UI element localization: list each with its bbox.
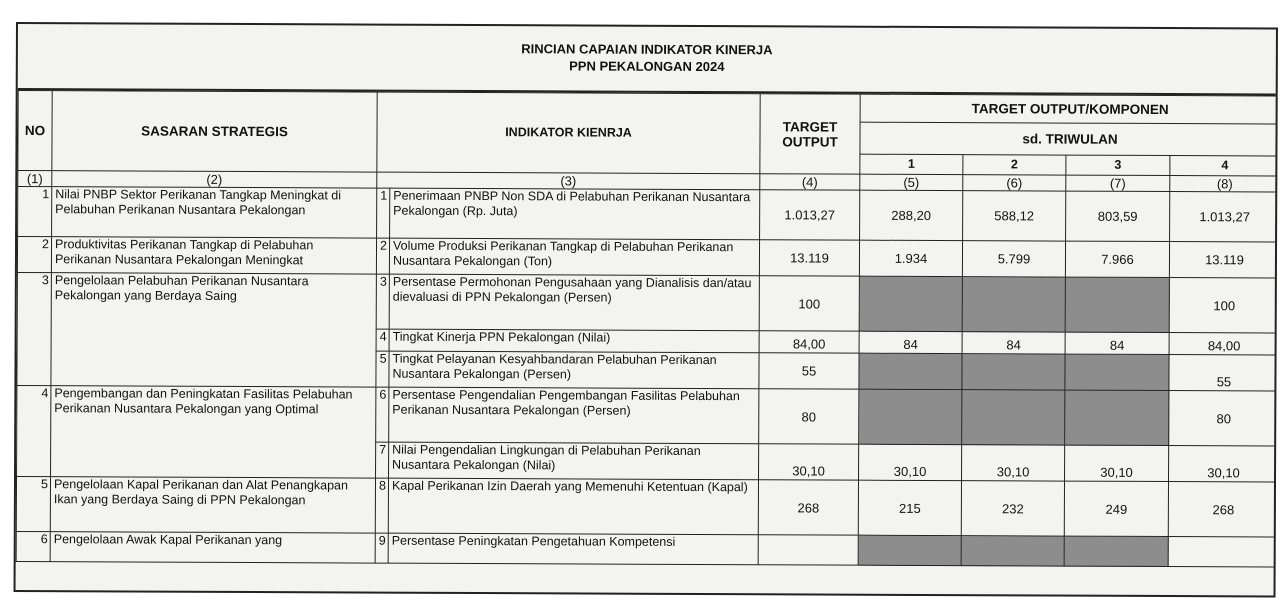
q3-value: 84 bbox=[1065, 332, 1169, 354]
title-line-2: PPN PEKALONGAN 2024 bbox=[569, 58, 725, 75]
sasaran-text: Pengelolaan Kapal Perikanan dan Alat Penangkapan Ikan yang Berdaya Saing di PPN Pekalongan bbox=[50, 477, 375, 533]
header-q3: 3 bbox=[1066, 155, 1170, 175]
target-value: 100 bbox=[759, 276, 859, 331]
q4-value: 55 bbox=[1169, 355, 1278, 391]
header-target-output: TARGET OUTPUT bbox=[760, 94, 860, 174]
q1-value: 84 bbox=[859, 331, 962, 353]
indikator-text: Persentase Permohonan Pengusahaan yang Dianalisis dan/atau dievaluasi di PPN Pekalongan (Persen) bbox=[389, 274, 759, 331]
sasaran-no: 3 bbox=[17, 273, 51, 386]
col-num-3: (3) bbox=[377, 172, 760, 190]
target-value: 1.013,27 bbox=[760, 190, 860, 240]
q4-value: 84,00 bbox=[1169, 333, 1278, 355]
q3-value: 7.966 bbox=[1065, 241, 1169, 277]
indikator-no: 4 bbox=[376, 329, 389, 351]
q4-value bbox=[1168, 537, 1278, 567]
indikator-text: Volume Produksi Perikanan Tangkap di Pelabuhan Perikanan Nusantara Pekalongan (Ton) bbox=[389, 238, 759, 276]
q2-shaded-cell bbox=[961, 536, 1064, 566]
q4-value: 1.013,27 bbox=[1170, 192, 1278, 242]
header-target-komponen: TARGET OUTPUT/KOMPONEN bbox=[860, 94, 1278, 124]
document-title bbox=[18, 24, 1276, 95]
col-num-1: (1) bbox=[18, 171, 52, 187]
sasaran-no: 5 bbox=[16, 477, 50, 532]
col-num-6: (6) bbox=[963, 175, 1066, 191]
header-indikator: INDIKATOR KIENRJA bbox=[377, 92, 760, 174]
indikator-text: Persentase Pengendalian Pengembangan Fasilitas Pelabuhan Perikanan Nusantara Pekalongan (Persen) bbox=[389, 387, 759, 444]
title-line-1: RINCIAN CAPAIAN INDIKATOR KINERJA bbox=[521, 41, 773, 58]
target-value: 80 bbox=[759, 389, 859, 444]
indikator-no: 9 bbox=[375, 533, 388, 563]
q3-value: 249 bbox=[1064, 481, 1168, 536]
sasaran-no: 2 bbox=[17, 237, 51, 273]
q3-shaded-cell bbox=[1065, 277, 1169, 332]
target-value: 268 bbox=[758, 480, 858, 535]
indikator-no: 1 bbox=[377, 188, 390, 238]
q1-value: 215 bbox=[858, 480, 961, 535]
q1-shaded-cell bbox=[858, 535, 961, 565]
q4-value: 100 bbox=[1169, 278, 1278, 333]
q1-shaded-cell bbox=[859, 353, 962, 389]
col-num-7: (7) bbox=[1066, 175, 1170, 191]
q4-value: 80 bbox=[1169, 391, 1278, 446]
sasaran-text: Nilai PNBP Sektor Perikanan Tangkap Meningkat di Pelabuhan Perikanan Nusantara Pekalongan bbox=[52, 187, 377, 238]
q2-value: 84 bbox=[962, 332, 1065, 354]
col-num-4: (4) bbox=[760, 174, 860, 190]
sasaran-text: Pengelolaan Pelabuhan Perikanan Nusantara Pekalongan yang Berdaya Saing bbox=[51, 273, 376, 387]
q1-value: 1.934 bbox=[859, 240, 962, 276]
q2-value: 30,10 bbox=[962, 445, 1065, 481]
q3-shaded-cell bbox=[1064, 536, 1168, 566]
sasaran-text: Pengelolaan Awak Kapal Perikanan yang bbox=[50, 532, 375, 563]
q4-value: 13.119 bbox=[1169, 242, 1278, 278]
q2-shaded-cell bbox=[962, 277, 1065, 332]
header-sd-triwulan: sd. TRIWULAN bbox=[860, 122, 1278, 156]
q2-value: 5.799 bbox=[962, 241, 1065, 277]
indikator-text: Nilai Pengendalian Lingkungan di Pelabuhan Perikanan Nusantara Pekalongan (Nilai) bbox=[389, 442, 759, 480]
indikator-text: Penerimaan PNBP Non SDA di Pelabuhan Perikanan Nusantara Pekalongan (Rp. Juta) bbox=[390, 188, 760, 240]
table-row bbox=[18, 187, 1278, 243]
target-value bbox=[758, 535, 858, 565]
target-value: 13.119 bbox=[759, 240, 859, 276]
target-value: 84,00 bbox=[759, 331, 859, 353]
sasaran-no: 4 bbox=[17, 386, 51, 477]
q2-shaded-cell bbox=[962, 390, 1065, 445]
target-value: 55 bbox=[759, 353, 859, 389]
header-sasaran: SASARAN STRATEGIS bbox=[52, 91, 377, 172]
q3-value: 30,10 bbox=[1065, 445, 1169, 481]
indikator-no: 7 bbox=[376, 442, 389, 478]
indikator-no: 2 bbox=[376, 238, 389, 274]
document-sheet bbox=[14, 22, 1278, 598]
header-q2: 2 bbox=[963, 155, 1066, 175]
header-q1: 1 bbox=[860, 154, 963, 174]
header-q4: 4 bbox=[1170, 156, 1278, 176]
table-row bbox=[17, 273, 1278, 334]
q4-value: 30,10 bbox=[1169, 446, 1278, 482]
q1-value: 288,20 bbox=[860, 190, 963, 240]
q2-value: 232 bbox=[961, 481, 1064, 536]
header-no: NO bbox=[18, 91, 52, 171]
indikator-no: 8 bbox=[375, 478, 388, 533]
q2-shaded-cell bbox=[962, 354, 1065, 390]
col-num-8: (8) bbox=[1170, 176, 1278, 192]
performance-table bbox=[16, 90, 1278, 568]
sasaran-text: Produktivitas Perikanan Tangkap di Pelabuhan Perikanan Nusantara Pekalongan Meningkat bbox=[51, 237, 376, 274]
sasaran-no: 6 bbox=[16, 532, 50, 562]
q3-shaded-cell bbox=[1065, 354, 1169, 390]
q3-value: 803,59 bbox=[1066, 191, 1170, 241]
q1-shaded-cell bbox=[859, 276, 962, 331]
q1-value: 30,10 bbox=[859, 444, 962, 480]
indikator-text: Kapal Perikanan Izin Daerah yang Memenuhi Ketentuan (Kapal) bbox=[388, 478, 758, 535]
q2-value: 588,12 bbox=[963, 191, 1066, 241]
indikator-no: 5 bbox=[376, 351, 389, 387]
col-num-2: (2) bbox=[52, 171, 377, 188]
table-row bbox=[16, 532, 1278, 568]
sasaran-no: 1 bbox=[18, 187, 52, 237]
q4-value: 268 bbox=[1168, 482, 1278, 537]
sasaran-text: Pengembangan dan Peningkatan Fasilitas Pelabuhan Perikanan Nusantara Pekalongan yang Optimal bbox=[51, 386, 376, 478]
target-value: 30,10 bbox=[759, 444, 859, 480]
indikator-text: Persentase Peningkatan Pengetahuan Kompetensi bbox=[388, 533, 758, 565]
indikator-no: 6 bbox=[376, 387, 389, 442]
table-row bbox=[17, 237, 1278, 279]
col-num-5: (5) bbox=[860, 174, 963, 190]
q3-shaded-cell bbox=[1065, 390, 1169, 445]
table-row bbox=[17, 386, 1278, 447]
table-row bbox=[16, 477, 1278, 538]
indikator-no: 3 bbox=[376, 274, 389, 329]
q1-shaded-cell bbox=[859, 389, 962, 444]
indikator-text: Tingkat Kinerja PPN Pekalongan (Nilai) bbox=[389, 329, 759, 353]
indikator-text: Tingkat Pelayanan Kesyahbandaran Pelabuhan Perikanan Nusantara Pekalongan (Persen) bbox=[389, 351, 759, 389]
